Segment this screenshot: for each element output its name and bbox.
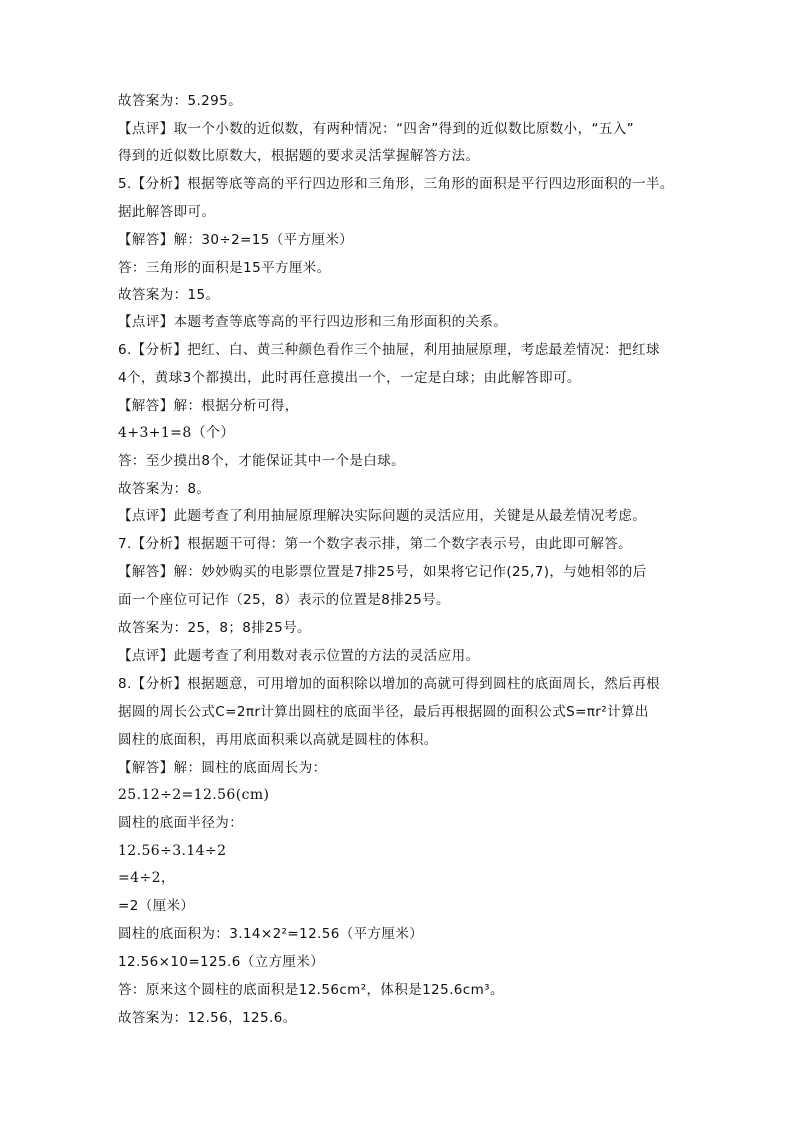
text-line: 【解答】解：根据分析可得， xyxy=(118,398,299,414)
text-line: 圆柱的底面积，再用底面积乘以高就是圆柱的体积。 xyxy=(118,732,438,748)
text-line: 7.【分析】根据题干可得：第一个数字表示排，第二个数字表示号，由此即可解答。 xyxy=(118,536,633,552)
text-line: 故答案为：15。 xyxy=(118,287,220,303)
text-line: 6.【分析】把红、白、黄三种颜色看作三个抽屉，利用抽屉原理，考虑最差情况：把红球 xyxy=(118,342,660,358)
text-line: 答：三角形的面积是15平方厘米。 xyxy=(118,260,331,276)
text-line: 12.56×10=125.6（立方厘米） xyxy=(118,954,325,970)
text-line: 答：原来这个圆柱的底面积是12.56cm²，体积是125.6cm³。 xyxy=(118,982,504,998)
equation-line: 25.12÷2=12.56(cm) xyxy=(118,787,270,803)
text-line: 【点评】取一个小数的近似数，有两种情况：“四舍”得到的近似数比原数小，“五入” xyxy=(118,121,635,137)
text-line: 面一个座位可记作（25，8）表示的位置是8排25号。 xyxy=(118,592,450,608)
text-line: 据圆的周长公式C=2πr计算出圆柱的底面半径，最后再根据圆的面积公式S=πr²计算出 xyxy=(118,704,649,720)
text-line: 故答案为：8。 xyxy=(118,481,211,497)
text-line: 【点评】此题考查了利用抽屉原理解决实际问题的灵活应用，关键是从最差情况考虑。 xyxy=(118,508,647,524)
text-line: 故答案为：5.295。 xyxy=(118,93,243,109)
text-line: 圆柱的底面积为：3.14×2²=12.56（平方厘米） xyxy=(118,926,424,942)
text-line: 答：至少摸出8个，才能保证其中一个是白球。 xyxy=(118,453,405,469)
text-line: 【解答】解：圆柱的底面周长为： xyxy=(118,760,327,776)
text-line: 得到的近似数比原数大，根据题的要求灵活掌握解答方法。 xyxy=(118,148,480,164)
equation-line: =4÷2， xyxy=(118,870,176,886)
text-line: 【点评】此题考查了利用数对表示位置的方法的灵活应用。 xyxy=(118,648,480,664)
text-line: 【点评】本题考查等底等高的平行四边形和三角形面积的关系。 xyxy=(118,314,508,330)
text-line: 8.【分析】根据题意，可用增加的面积除以增加的高就可得到圆柱的底面周长，然后再根 xyxy=(118,676,660,692)
equation-line: 4+3+1=8（个） xyxy=(118,425,235,441)
text-line: 故答案为：12.56，125.6。 xyxy=(118,1010,297,1026)
text-line: =2（厘米） xyxy=(118,898,195,914)
text-line: 5.【分析】根据等底等高的平行四边形和三角形，三角形的面积是平行四边形面积的一半。 xyxy=(118,176,674,192)
text-line: 【解答】解：妙妙购买的电影票位置是7排25号，如果将它记作(25,7)，与她相邻的后 xyxy=(118,564,647,580)
equation-line: 12.56÷3.14÷2 xyxy=(118,843,227,859)
text-line: 【解答】解：30÷2=15（平方厘米） xyxy=(118,232,354,248)
text-line: 4个，黄球3个都摸出，此时再任意摸出一个，一定是白球；由此解答即可。 xyxy=(118,370,581,386)
text-line: 圆柱的底面半径为： xyxy=(118,815,244,831)
text-line: 据此解答即可。 xyxy=(118,204,216,220)
text-line: 故答案为：25，8；8排25号。 xyxy=(118,620,311,636)
